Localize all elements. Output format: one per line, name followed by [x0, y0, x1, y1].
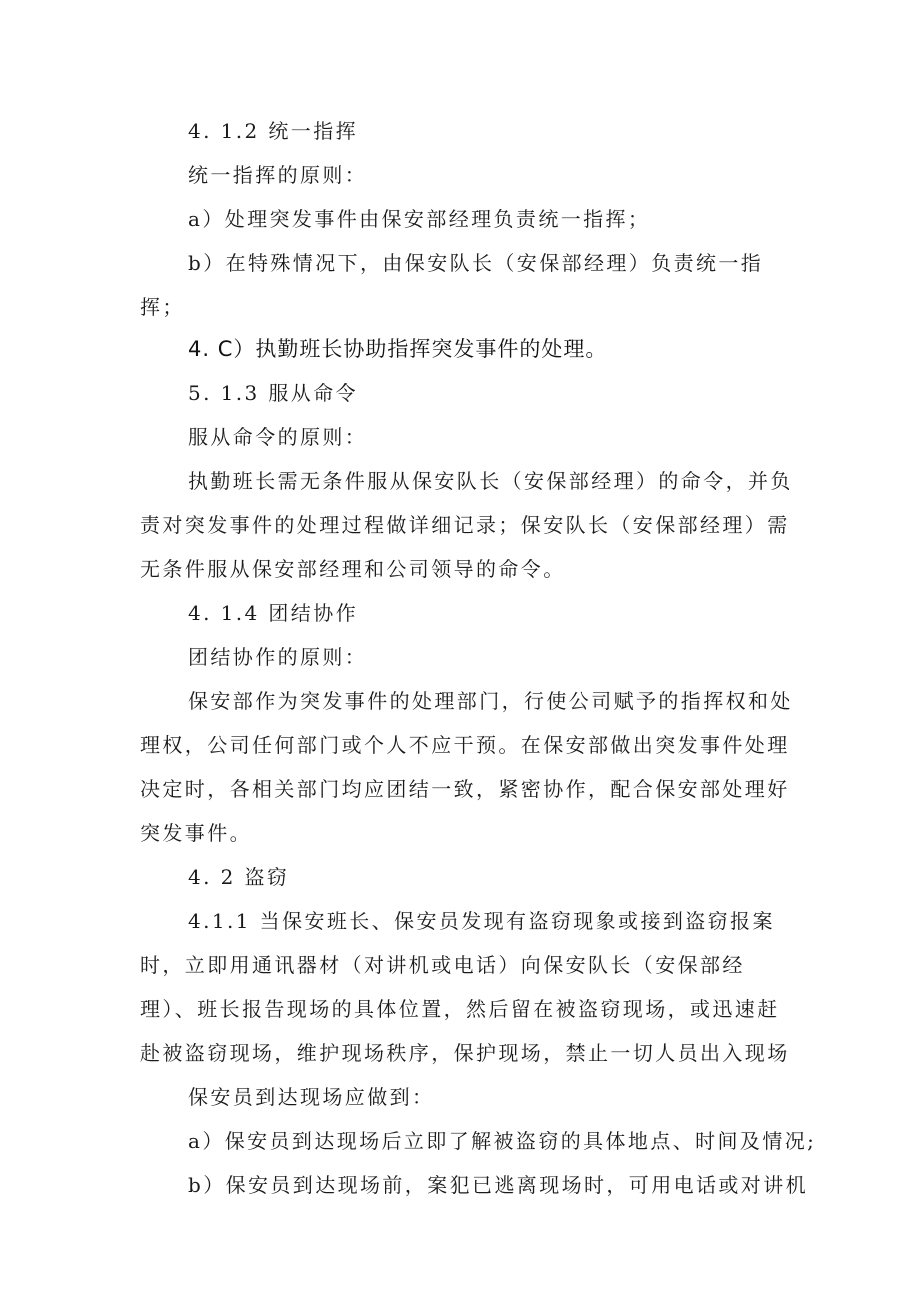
heading-4-1-4: 4. 1.4 团结协作: [188, 601, 359, 625]
paragraph-line: 理）、班长报告现场的具体位置，然后留在被盗窃现场，或迅速赶: [140, 997, 780, 1021]
paragraph-line: 4.1.1 当保安班长、保安员发现有盗窃现象或接到盗窃报案: [188, 909, 775, 933]
list-item-b: b）保安员到达现场前，案犯已逃离现场时，可用电话或对讲机: [188, 1173, 809, 1197]
list-item-b-continued: 挥；: [140, 295, 185, 319]
list-item-c: 4. C）执勤班长协助指挥突发事件的处理。: [188, 337, 608, 361]
paragraph-line: 决定时，各相关部门均应团结一致，紧密协作，配合保安部处理好: [140, 777, 790, 801]
paragraph-line: 赴被盗窃现场，维护现场秩序，保护现场，禁止一切人员出入现场: [140, 1041, 790, 1065]
paragraph-line: 时，立即用通讯器材（对讲机或电话）向保安队长（安保部经: [140, 953, 745, 977]
paragraph-line: 无条件服从保安部经理和公司领导的命令。: [140, 557, 566, 581]
paragraph-line: 突发事件。: [140, 821, 252, 845]
heading-4-2: 4. 2 盗窃: [188, 865, 290, 889]
list-item-b: b）在特殊情况下，由保安队长（安保部经理）负责统一指: [188, 251, 764, 275]
heading-5-1-3: 5. 1.3 服从命令: [188, 381, 359, 405]
paragraph-line: 保安部作为突发事件的处理部门，行使公司赋予的指挥权和处: [188, 689, 793, 713]
paragraph-line: 团结协作的原则：: [188, 645, 368, 669]
paragraph-line: 责对突发事件的处理过程做详细记录；保安队长（安保部经理）需: [140, 513, 790, 537]
heading-4-1-2: 4. 1.2 统一指挥: [188, 119, 359, 143]
list-item-a: a）处理突发事件由保安部经理负责统一指挥；: [188, 207, 651, 231]
paragraph-line: 保安员到达现场应做到：: [188, 1085, 435, 1109]
paragraph-line: 执勤班长需无条件服从保安队长（安保部经理）的命令，并负: [188, 469, 793, 493]
list-item-a: a）保安员到达现场后立即了解被盗窃的具体地点、时间及情况;: [188, 1129, 817, 1153]
paragraph-line: 理权，公司任何部门或个人不应干预。在保安部做出突发事件处理: [140, 733, 790, 757]
paragraph-line: 统一指挥的原则：: [188, 163, 368, 187]
paragraph-line: 服从命令的原则：: [188, 425, 368, 449]
